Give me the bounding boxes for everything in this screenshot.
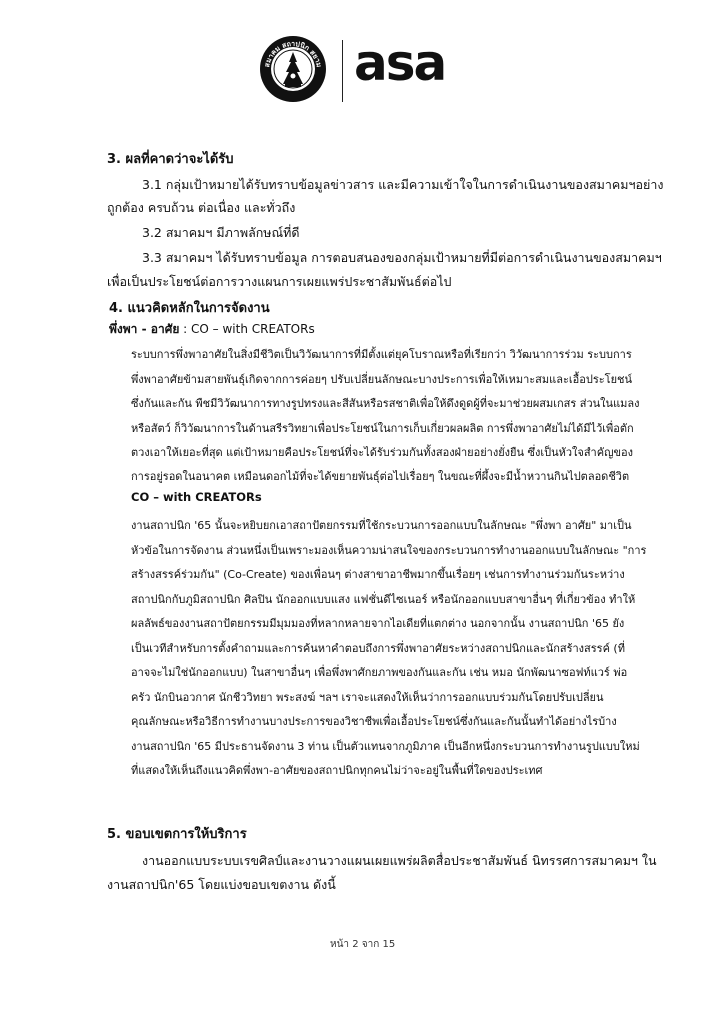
concept-line: [109, 320, 315, 339]
section-4-heading: 4. แนวคิดหลักในการจัดงาน: [109, 301, 270, 316]
page-number: หน้า 2 จาก 15: [330, 939, 396, 950]
section-3-para-1: 3.1 กลุ่มเป้าหมายได้รับทราบข้อมูลข่าวสาร และมีความเข้าใจในการดำเนินงานของสมาคมฯอย่าง: [142, 177, 664, 192]
logo-divider: [342, 40, 343, 102]
svg-text:สมาคม สถาปนิก สยาม: สมาคม สถาปนิก สยาม: [263, 39, 323, 68]
section-3-para-2: 3.2 สมาคมฯ มีภาพลักษณ์ที่ดี: [142, 225, 300, 240]
para2-line: หัวข้อในการจัดงาน ส่วนหนึ่งเป็นเพราะมองเห็นความน่าสนใจของกระบวนการทำงานออกแบบในลักษณะ "การ: [131, 544, 647, 557]
section-5-para: งานออกแบบระบบเรขศิลป์และงานวางแผนเผยแพร่ผลิตสื่อประชาสัมพันธ์ นิทรรศการสมาคมฯ ใน: [142, 853, 657, 868]
para1-line: ตวงเอาให้เยอะที่สุด แต่เป้าหมายคือประโยชน์ที่จะได้รับร่วมกันทั้งสองฝ่ายอย่างยั่งยืน ซึ่งเป็นหัวใจสำคัญของ: [131, 446, 633, 459]
para2-line: ที่แสดงให้เห็นถึงแนวคิดพึ่งพา-อาศัยของสถาปนิกทุกคนไม่ว่าจะอยู่ในพื้นที่ใดของประเทศ: [131, 764, 543, 777]
para1-line: การอยู่รอดในอนาคต เหมือนดอกไม้ที่จะได้ขยายพันธุ์ต่อไปเรื่อยๆ ในขณะที่ผึ้งจะมีน้ำหวานกินไปตลอดชีวิต: [131, 470, 630, 483]
para2-line: อาจจะไม่ใช่นักออกแบบ) ในสาขาอื่นๆ เพื่อพึ่งพาศักยภาพของกันและกัน เช่น หมอ นักพัฒนาซอฟท์แวร์ พ่อ: [131, 666, 628, 679]
para2-line: คุณลักษณะหรือวิธีการทำงานบางประการของวิชาชีพเพื่อเอื้อประโยชน์ซึ่งกันและกันนั้นทำได้อย่างไรบ้าง: [131, 715, 617, 728]
section-3-para-3: 3.3 สมาคมฯ ได้รับทราบข้อมูล การตอบสนองของกลุ่มเป้าหมายที่มีต่อการดำเนินงานของสมาคมฯ: [142, 250, 662, 265]
para2-line: งานสถาปนิก '65 นั้นจะหยิบยกเอาสถาปัตยกรรมที่ใช้กระบวนการออกแบบในลักษณะ "พึ่งพา อาศัย" มาเป็น: [131, 519, 632, 532]
section-5-para-cont: งานสถาปนิก'65 โดยแบ่งขอบเขตงาน ดังนี้: [107, 877, 336, 892]
para2-line: เป็นเวทีสำหรับการตั้งคำถามและการค้นหาคำตอบถึงการพึ่งพาอาศัยระหว่างสถาปนิกและนักสร้างสรรค์ (ที่: [131, 642, 625, 655]
co-with-creators-subheading: CO – with CREATORs: [131, 490, 262, 504]
asa-seal-logo: [258, 34, 328, 104]
concept-subtitle: : CO – with CREATORs: [179, 322, 315, 336]
para1-line: ระบบการพึ่งพาอาศัยในสิ่งมีชีวิตเป็นวิวัฒนาการที่มีตั้งแต่ยุคโบราณหรือที่เรียกว่า วิวัฒนาการร่วม ระบบการ: [131, 348, 632, 361]
para2-line: ผลลัพธ์ของงานสถาปัตยกรรมมีมุมมองที่หลากหลายจากไอเดียที่แตกต่าง นอกจากนั้น งานสถาปนิก '65 ยัง: [131, 617, 625, 630]
para2-line: สร้างสรรค์ร่วมกัน" (Co-Create) ของเพื่อนๆ ต่างสาขาอาชีพมากขึ้นเรื่อยๆ เช่นการทำงานร่วมกันระหว่าง: [131, 568, 625, 581]
para2-line: สถาปนิกกับภูมิสถาปนิก ศิลปิน นักออกแบบแสง แฟชั่นดีไซเนอร์ หรือนักออกแบบสาขาอื่นๆ ที่เกี่ยวข้อง ทำให้: [131, 593, 636, 606]
para1-line: พึ่งพาอาศัยข้ามสายพันธุ์เกิดจากการค่อยๆ ปรับเปลี่ยนลักษณะบางประการเพื่อให้เหมาะสมและเอื้อประโยชน์: [131, 373, 632, 386]
asa-wordmark-logo: [352, 36, 468, 92]
section-3-para-1-cont: ถูกต้อง ครบถ้วน ต่อเนื่อง และทั่วถึง: [107, 200, 296, 215]
para1-line: หรือสัตว์ ก็วิวัฒนาการในด้านสรีรวิทยาเพื่อประโยชน์ในการเก็บเกี่ยวผลผลิต การพึ่งพาอาศัยไม่ได้มีไว้เพื่อตัก: [131, 422, 634, 435]
para2-line: ครัว นักบินอวกาศ นักชีววิทยา พระสงฆ์ ฯลฯ เราจะแสดงให้เห็นว่าการออกแบบร่วมกันโดยปรับเปลี่ยน: [131, 691, 604, 704]
section-3-heading: 3. ผลที่คาดว่าจะได้รับ: [107, 152, 234, 167]
section-5-heading: 5. ขอบเขตการให้บริการ: [107, 827, 247, 842]
para1-line: ซึ่งกันและกัน พืชมีวิวัฒนาการทางรูปทรงและสีสันหรือรสชาติเพื่อให้ดึงดูดผู้ที่จะมาช่วยผสมเกสร ส่วนในแมลง: [131, 397, 640, 410]
concept-title: พึ่งพา - อาศัย: [109, 322, 180, 336]
section-3-para-3-cont: เพื่อเป็นประโยชน์ต่อการวางแผนการเผยแพร่ประชาสัมพันธ์ต่อไป: [107, 274, 452, 289]
para2-line: งานสถาปนิก '65 มีประธานจัดงาน 3 ท่าน เป็นตัวแทนจากภูมิภาค เป็นอีกหนึ่งกระบวนการทำงานรูปแบบใหม่: [131, 740, 640, 753]
svg-text:asa: asa: [354, 36, 446, 92]
